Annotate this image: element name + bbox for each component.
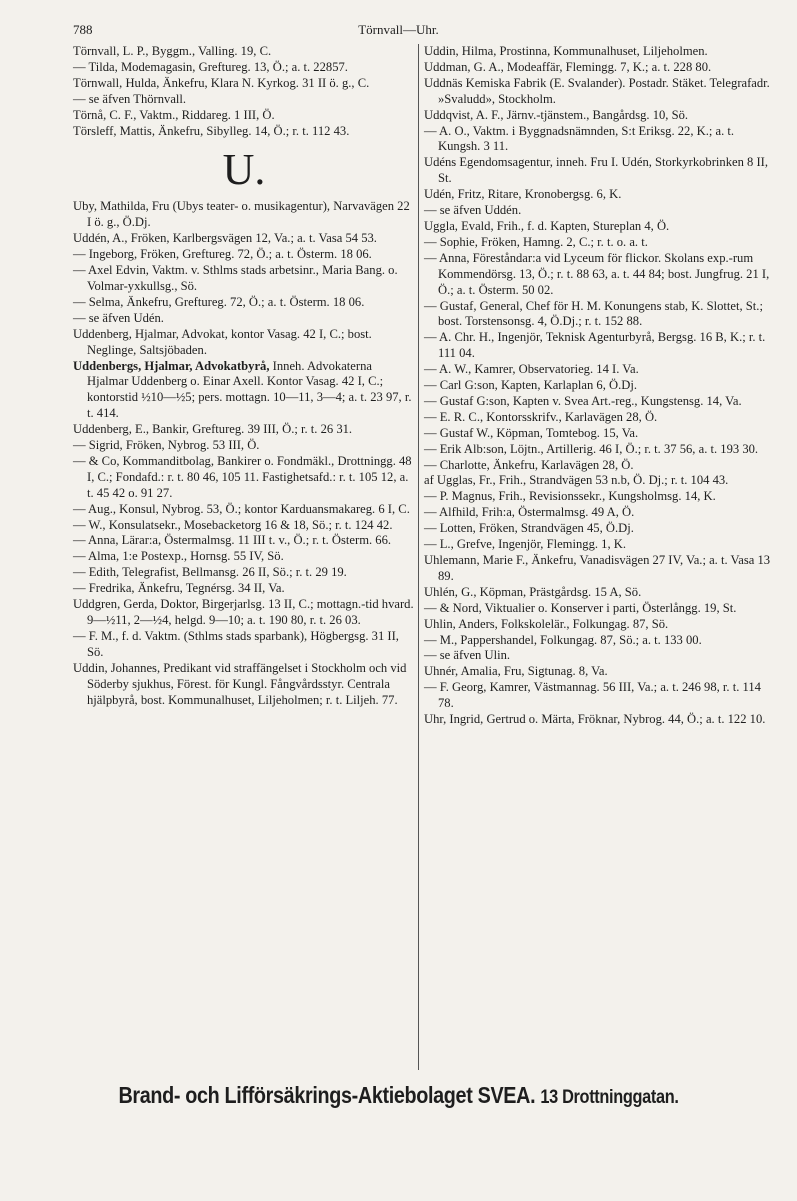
footer-main: Brand- och Lifförsäkrings-Aktiebolaget SVEA. — [118, 1082, 536, 1108]
left-column — [73, 44, 415, 708]
list-item: — W., Konsulatsekr., Mosebacketorg 16 & 18, Sö.; r. t. 124 42. — [73, 517, 393, 532]
list-item: Törsleff, Mattis, Änkefru, Sibylleg. 14, Ö.; r. t. 112 43. — [73, 123, 350, 138]
section-letter: U. — [222, 145, 266, 195]
list-item: — Tilda, Modemagasin, Greftureg. 13, Ö.; a. t. 22857. — [73, 59, 348, 74]
list-item: — Sigrid, Fröken, Nybrog. 53 III, Ö. — [73, 438, 260, 453]
left-entries-after — [73, 422, 415, 708]
list-item: — L., Grefve, Ingenjör, Flemingg. 1, K. — [424, 537, 627, 552]
list-item: Uhlin, Anders, Folkskolelär., Folkungag. 87, Sö. — [424, 616, 669, 631]
list-item: — Gustaf, General, Chef för H. M. Konungens stab, K. Slottet, St.; bost. Torstensonsg. 4, Ö.Dj.; r. t. 152 88. — [424, 298, 763, 329]
list-item: af Ugglas, Fr., Frih., Strandvägen 53 n.b, Ö. Dj.; r. t. 104 43. — [424, 473, 729, 488]
list-item: Uhr, Ingrid, Gertrud o. Märta, Fröknar, Nybrog. 44, Ö.; a. t. 122 10. — [424, 712, 766, 727]
list-item: — Charlotte, Änkefru, Karlavägen 28, Ö. — [424, 457, 634, 472]
list-item: — Edith, Telegrafist, Bellmansg. 26 II, Sö.; r. t. 29 19. — [73, 565, 347, 580]
column-divider — [418, 44, 419, 1070]
list-item: Uddenberg, E., Bankir, Greftureg. 39 III, Ö.; r. t. 26 31. — [73, 422, 353, 437]
list-item: Uddin, Hilma, Prostinna, Kommunalhuset, Liljeholmen. — [424, 44, 708, 58]
list-item: Uddnäs Kemiska Fabrik (E. Svalander). Postadr. Stäket. Telegrafadr. »Svaludd», Stockholm. — [424, 75, 770, 106]
list-item: — F. M., f. d. Vaktm. (Sthlms stads sparbank), Högbergsg. 31 II, Sö. — [73, 628, 399, 659]
list-item: — Sophie, Fröken, Hamng. 2, C.; r. t. o. a. t. — [424, 234, 648, 249]
list-item: — M., Pappershandel, Folkungag. 87, Sö.; a. t. 133 00. — [424, 632, 702, 647]
right-column — [424, 44, 776, 728]
list-item: — A. W., Kamrer, Observatorieg. 14 I. Va. — [424, 362, 639, 377]
list-item: Uddman, G. A., Modeaffär, Flemingg. 7, K.; a. t. 228 80. — [424, 59, 712, 74]
footer-address: 13 Drottninggatan. — [540, 1087, 679, 1108]
list-item: Uddenberg, Hjalmar, Advokat, kontor Vasag. 42 I, C.; bost. Neglinge, Saltsjöbaden. — [73, 326, 372, 357]
page-number: 788 — [73, 22, 93, 37]
right-entries — [424, 44, 776, 728]
list-item: Udén, Fritz, Ritare, Kronobergsg. 6, K. — [424, 187, 622, 202]
list-item: Udéns Egendomsagentur, inneh. Fru I. Udén, Storkyrkobrinken 8 II, St. — [424, 155, 769, 186]
footer-advert — [56, 1082, 741, 1109]
bold-entry-name: Uddenbergs, Hjalmar, Advokatbyrå, — [73, 358, 270, 373]
list-item: Uhnér, Amalia, Fru, Sigtunag. 8, Va. — [424, 664, 608, 679]
list-item: — Gustaf W., Köpman, Tomtebog. 15, Va. — [424, 425, 639, 440]
list-item: — se äfven Ulin. — [424, 648, 511, 663]
list-item: Uddqvist, A. F., Järnv.-tjänstem., Bangårdsg. 10, Sö. — [424, 107, 689, 122]
list-item: — Carl G:son, Kapten, Karlaplan 6, Ö.Dj. — [424, 378, 637, 393]
list-item: Uhlemann, Marie F., Änkefru, Vanadisvägen 27 IV, Va.; a. t. Vasa 13 89. — [424, 553, 771, 583]
list-item: — Erik Alb:son, Löjtn., Artillerig. 46 I, Ö.; r. t. 37 56, a. t. 193 30. — [424, 441, 759, 456]
bold-entry — [73, 359, 415, 423]
list-item: — Gustaf G:son, Kapten v. Svea Art.-reg., Kungstensg. 14, Va. — [424, 393, 742, 408]
left-entries — [73, 199, 415, 358]
bold-entry-rest: Inneh. Advokaterna Hjalmar Uddenberg o. Einar Axell. Kontor Vasag. 42 I, C.; kontorstid ½10—½5; pers. mottagn. 10—11, 3—4; a. t. 23 97, r. t. 414. — [87, 358, 412, 421]
list-item: — Axel Edvin, Vaktm. v. Sthlms stads arbetsinr., Maria Bang. o. Volmar-yxkullsg., Sö. — [73, 263, 398, 293]
list-item: Uby, Mathilda, Fru (Ubys teater- o. musikagentur), Narvavägen 22 I ö. g., Ö.Dj. — [73, 199, 410, 230]
list-item: — A. O., Vaktm. i Byggnadsnämnden, S:t Eriksg. 22, K.; a. t. Kungsh. 3 11. — [424, 123, 735, 154]
list-item: — se äfven Thörnvall. — [73, 91, 187, 106]
list-item: — Anna, Föreståndar:a vid Lyceum för flickor. Skolans exp.-rum Kommendörsg. 13, Ö.; r. t. 88 63, a. t. 44 84; bost. Jungfrug. 21 I, Ö.; a. t. Österm. 50 02. — [424, 250, 770, 297]
list-item: Uddgren, Gerda, Doktor, Birgerjarlsg. 13 II, C.; mottagn.-tid hvard. 9—½11, 2—½4, helgd. 9—10; a. t. 190 80, r. t. 26 03. — [73, 597, 414, 627]
list-item: — E. R. C., Kontorsskrifv., Karlavägen 28, Ö. — [424, 409, 658, 424]
list-item: Uggla, Evald, Frih., f. d. Kapten, Stureplan 4, Ö. — [424, 218, 670, 233]
list-item: — se äfven Uddén. — [424, 203, 522, 218]
list-item: Uddén, A., Fröken, Karlbergsvägen 12, Va.; a. t. Vasa 54 53. — [73, 231, 377, 246]
list-item: — Aug., Konsul, Nybrog. 53, Ö.; kontor Karduansmakareg. 6 I, C. — [73, 501, 410, 516]
list-item: Törnvall, L. P., Byggm., Valling. 19, C. — [73, 44, 272, 58]
list-item: Uddin, Johannes, Predikant vid straffängelset i Stockholm och vid Söderby sjukhus, Förest. för Kungl. Fångvårdsstyr. Centrala hjälpbyrå, bost. Kommunalhuset, Liljeholmen; r. t. Liljeh. 77. — [73, 660, 407, 707]
list-item: Törnå, C. F., Vaktm., Riddareg. 1 III, Ö. — [73, 107, 275, 122]
running-head: Törnvall—Uhr. — [358, 22, 439, 37]
list-item: — Alma, 1:e Postexp., Hornsg. 55 IV, Sö. — [73, 549, 284, 564]
list-item: — Ingeborg, Fröken, Greftureg. 72, Ö.; a. t. Österm. 18 06. — [73, 247, 372, 262]
list-item: — F. Georg, Kamrer, Västmannag. 56 III, Va.; a. t. 246 98, r. t. 114 78. — [424, 680, 761, 711]
list-item: — se äfven Udén. — [73, 310, 164, 325]
list-item: — P. Magnus, Frih., Revisionssekr., Kungsholmsg. 14, K. — [424, 489, 716, 504]
list-item: — Alfhild, Frih:a, Östermalmsg. 49 A, Ö. — [424, 505, 635, 520]
list-item: — A. Chr. H., Ingenjör, Teknisk Agenturbyrå, Bergsg. 16 B, K.; r. t. 111 04. — [424, 330, 766, 361]
list-item: — Fredrika, Änkefru, Tegnérsg. 34 II, Va. — [73, 581, 285, 596]
list-item: Uhlén, G., Köpman, Prästgårdsg. 15 A, Sö. — [424, 584, 642, 599]
list-item: — Lotten, Fröken, Strandvägen 45, Ö.Dj. — [424, 521, 634, 536]
list-item: — Selma, Änkefru, Greftureg. 72, Ö.; a. t. Österm. 18 06. — [73, 294, 365, 309]
list-item: — & Nord, Viktualier o. Konserver i parti, Österlångg. 19, St. — [424, 600, 737, 615]
list-item: — Anna, Lärar:a, Östermalmsg. 11 III t. v., Ö.; r. t. Österm. 66. — [73, 533, 392, 548]
list-item: — & Co, Kommanditbolag, Bankirer o. Fondmäkl., Drottningg. 48 I, C.; Fondafd.: r. t. 80 46, 105 11. Fastighetsafd.: r. t. 105 12, a. t. 45 42 o. 91 27. — [73, 453, 412, 500]
list-item: Törnwall, Hulda, Änkefru, Klara N. Kyrkog. 31 II ö. g., C. — [73, 75, 370, 90]
left-entries-top — [73, 44, 415, 139]
